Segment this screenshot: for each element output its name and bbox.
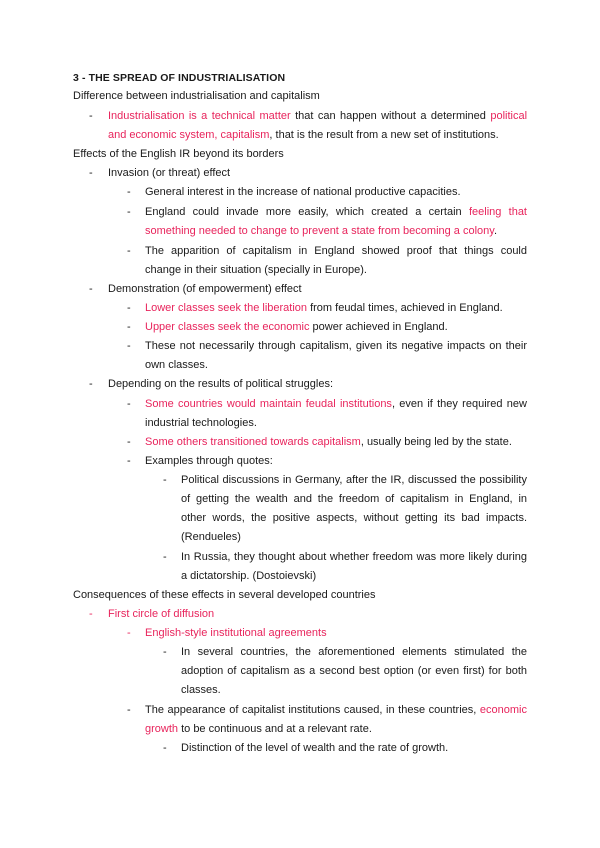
list-item-ag1-l3: classes. — [181, 684, 221, 696]
dash-bullet: - — [163, 742, 167, 754]
list-item-first-circle: First circle of diffusion — [108, 608, 215, 620]
list-item-invasion: Invasion (or threat) effect — [108, 167, 231, 179]
section-heading-effects: Effects of the English IR beyond its borders — [73, 148, 284, 160]
dash-bullet: - — [127, 398, 131, 410]
list-item-quote2-l2: a dictatorship. (Dostoievski) — [181, 570, 317, 582]
list-item-appearance-cont: growth to be continuous and at a relevant rate. — [145, 723, 372, 735]
dash-bullet: - — [89, 378, 93, 390]
dash-bullet: - — [89, 110, 93, 122]
dash-bullet: - — [163, 646, 167, 658]
section-heading-difference: Difference between industrialisation and capitalism — [73, 90, 320, 102]
dash-bullet: - — [127, 340, 131, 352]
list-item-inv2-cont: something needed to change to prevent a state from becoming a colony. — [145, 225, 498, 237]
list-item-inv3-cont: change in their situation (specially in Europe). — [145, 264, 367, 276]
list-item-quote1-l3: other words, the positive aspects, without getting its bad impacts. — [181, 512, 527, 524]
list-item-agreements: English-style institutional agreements — [145, 627, 327, 639]
dash-bullet: - — [163, 551, 167, 563]
dash-bullet: - — [127, 206, 131, 218]
dash-bullet: - — [89, 608, 93, 620]
list-item-quote1: Political discussions in Germany, after the IR, discussed the possibility — [181, 474, 527, 486]
list-item-distinction: Distinction of the level of wealth and the rate of growth. — [181, 742, 449, 754]
dash-bullet: - — [127, 321, 131, 333]
dash-bullet: - — [127, 186, 131, 198]
dash-bullet: - — [127, 455, 131, 467]
list-item-inv3: The apparition of capitalism in England showed proof that things could — [145, 245, 527, 257]
list-item-dep1: Some countries would maintain feudal institutions, even if they required new — [145, 398, 527, 410]
list-item-ag1-l2: adoption of capitalism as a second best option (or even first) for both — [181, 665, 527, 677]
list-item-appearance: The appearance of capitalist institutions caused, in these countries, economic — [145, 704, 527, 716]
dash-bullet: - — [127, 627, 131, 639]
list-item-ag1: In several countries, the aforementioned elements stimulated the — [181, 646, 527, 658]
dash-bullet: - — [89, 167, 93, 179]
list-item-inv2: England could invade more easily, which created a certain feeling that — [145, 206, 527, 218]
list-item-industrialisation: Industrialisation is a technical matter that can happen without a determined political — [108, 110, 528, 122]
dash-bullet: - — [127, 704, 131, 716]
list-item-industrialisation-cont: and economic system, capitalism, that is the result from a new set of institutions. — [108, 129, 499, 141]
list-item-dep3: Examples through quotes: — [145, 455, 273, 467]
list-item-depending: Depending on the results of political struggles: — [108, 378, 334, 390]
list-item-dep1-cont: industrial technologies. — [145, 417, 257, 429]
dash-bullet: - — [89, 283, 93, 295]
list-item-demo1: Lower classes seek the liberation from feudal times, achieved in England. — [145, 302, 503, 314]
list-item-demo2: Upper classes seek the economic power achieved in England. — [145, 321, 448, 333]
dash-bullet: - — [127, 245, 131, 257]
list-item-demo3: These not necessarily through capitalism, given its negative impacts on their — [145, 340, 527, 352]
list-item-quote2: In Russia, they thought about whether freedom was more likely during — [181, 551, 527, 563]
dash-bullet: - — [127, 436, 131, 448]
list-item-inv1: General interest in the increase of national productive capacities. — [145, 186, 461, 198]
list-item-dep2: Some others transitioned towards capitalism, usually being led by the state. — [145, 436, 512, 448]
list-item-demonstration: Demonstration (of empowerment) effect — [108, 283, 302, 295]
dash-bullet: - — [127, 302, 131, 314]
dash-bullet: - — [163, 474, 167, 486]
page-title: 3 - THE SPREAD OF INDUSTRIALISATION — [73, 72, 286, 84]
list-item-quote1-l2: of getting the wealth and the freedom of capitalism in England, in — [181, 493, 527, 505]
list-item-demo3-cont: own classes. — [145, 359, 208, 371]
list-item-quote1-l4: (Rendueles) — [181, 531, 241, 543]
section-heading-consequences: Consequences of these effects in several developed countries — [73, 589, 376, 601]
